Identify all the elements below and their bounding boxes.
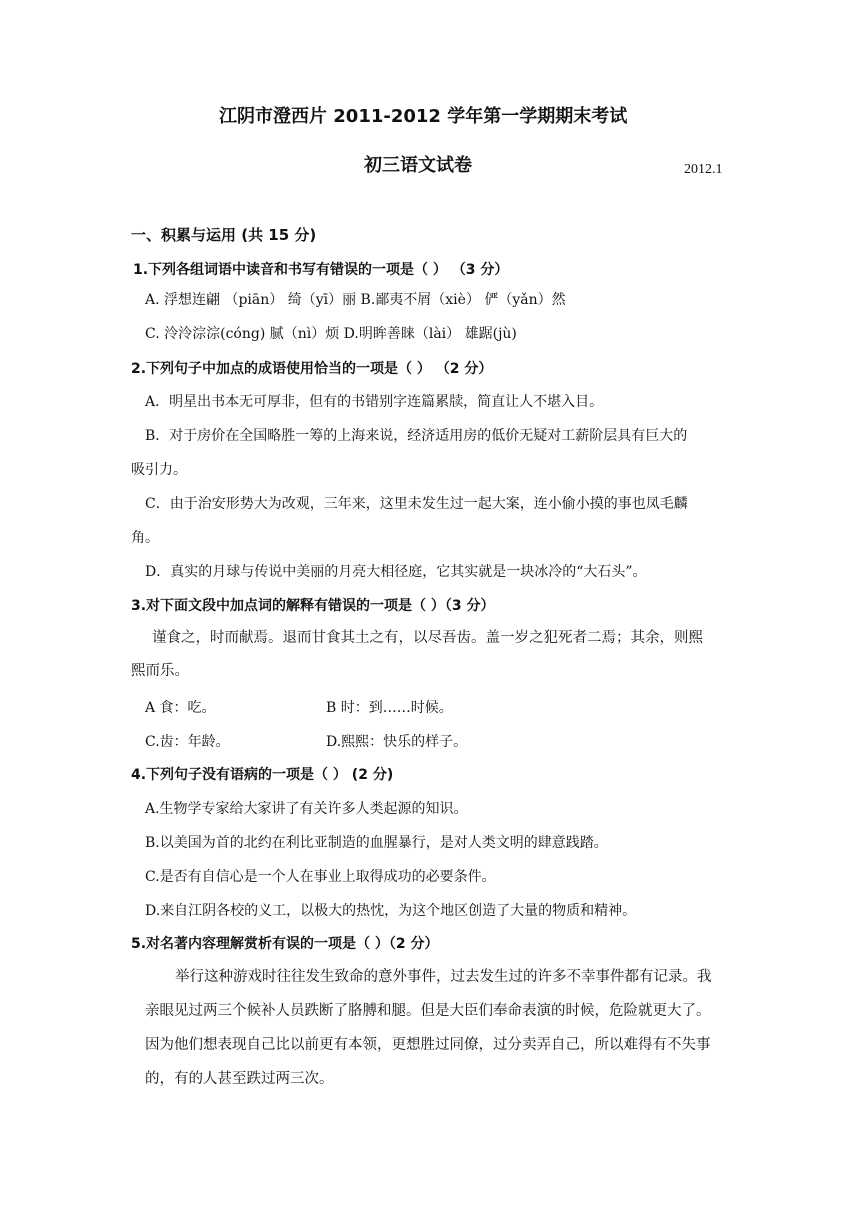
question-3-option-b: B 时：到……时候。 <box>326 700 453 716</box>
section-heading: 一、积累与运用 (共 15 分) <box>131 226 317 244</box>
question-4-option-d: D.来自江阴各校的义工，以极大的热忱，为这个地区创造了大量的物质和精神。 <box>145 903 637 919</box>
question-4-option-a: A.生物学专家给大家讲了有关许多人类起源的知识。 <box>145 801 468 817</box>
question-2-option-b-cont: 吸引力。 <box>131 462 187 478</box>
question-5-passage-line-3: 因为他们想表现自己比以前更有本领，更想胜过同僚，过分卖弄自己，所以难得有不失事 <box>145 1037 711 1053</box>
exam-date: 2012.1 <box>684 162 723 177</box>
question-1-options-cd: C. 泠泠淙淙(cóng) 腻（nì）烦 D.明眸善睐（lài） 雄踞(jù) <box>145 326 517 342</box>
exam-title: 江阴市澄西片 2011-2012 学年第一学期期末考试 <box>219 106 628 127</box>
question-5-passage-line-2: 亲眼见过两三个候补人员跌断了胳膊和腿。但是大臣们奉命表演的时候，危险就更大了。 <box>145 1003 711 1019</box>
question-5-passage-line-4: 的，有的人甚至跌过两三次。 <box>145 1071 334 1087</box>
question-3-option-c: C.齿：年龄。 <box>145 734 230 750</box>
question-4-option-b: B.以美国为首的北约在利比亚制造的血腥暴行，是对人类文明的肆意践踏。 <box>145 835 608 851</box>
question-1-stem: 1.下列各组词语中读音和书写有错误的一项是（ ） （3 分） <box>133 262 509 278</box>
question-2-option-d: D．真实的月球与传说中美丽的月亮大相径庭，它其实就是一块冰冷的“大石头”。 <box>145 564 647 580</box>
question-5-passage-line-1: 举行这种游戏时往往发生致命的意外事件，过去发生过的许多不幸事件都有记录。我 <box>175 969 712 985</box>
question-2-option-a: A．明星出书本无可厚非，但有的书错别字连篇累牍，简直让人不堪入目。 <box>145 394 604 410</box>
question-2-option-c: C．由于治安形势大为改观，三年来，这里未发生过一起大案，连小偷小摸的事也凤毛麟 <box>145 496 688 512</box>
question-3-option-a: A 食：吃。 <box>145 700 216 716</box>
exam-subtitle: 初三语文试卷 <box>364 155 472 176</box>
question-2-stem: 2.下列句子中加点的成语使用恰当的一项是（ ） （2 分） <box>131 361 493 377</box>
question-2-option-c-cont: 角。 <box>131 530 159 546</box>
question-4-stem: 4.下列句子没有语病的一项是（ ） (2 分) <box>131 767 394 783</box>
question-5-stem: 5.对名著内容理解赏析有误的一项是（ ）（2 分） <box>131 936 439 952</box>
question-3-option-d: D.熙熙：快乐的样子。 <box>326 734 468 750</box>
question-3-passage-cont: 熙而乐。 <box>131 663 189 679</box>
question-3-passage: 谨食之，时而献焉。退而甘食其土之有，以尽吾齿。盖一岁之犯死者二焉；其余，则熙 <box>152 630 703 646</box>
question-3-stem: 3.对下面文段中加点词的解释有错误的一项是（ ）（3 分） <box>131 598 495 614</box>
question-1-options-ab: A. 浮想连翩 （piān） 绮（yī）丽 B.鄙夷不屑（xiè） 俨（yǎn）然 <box>145 292 566 308</box>
question-4-option-c: C.是否有自信心是一个人在事业上取得成功的必要条件。 <box>145 869 496 885</box>
question-2-option-b: B．对于房价在全国略胜一筹的上海来说，经济适用房的低价无疑对工薪阶层具有巨大的 <box>145 428 688 444</box>
